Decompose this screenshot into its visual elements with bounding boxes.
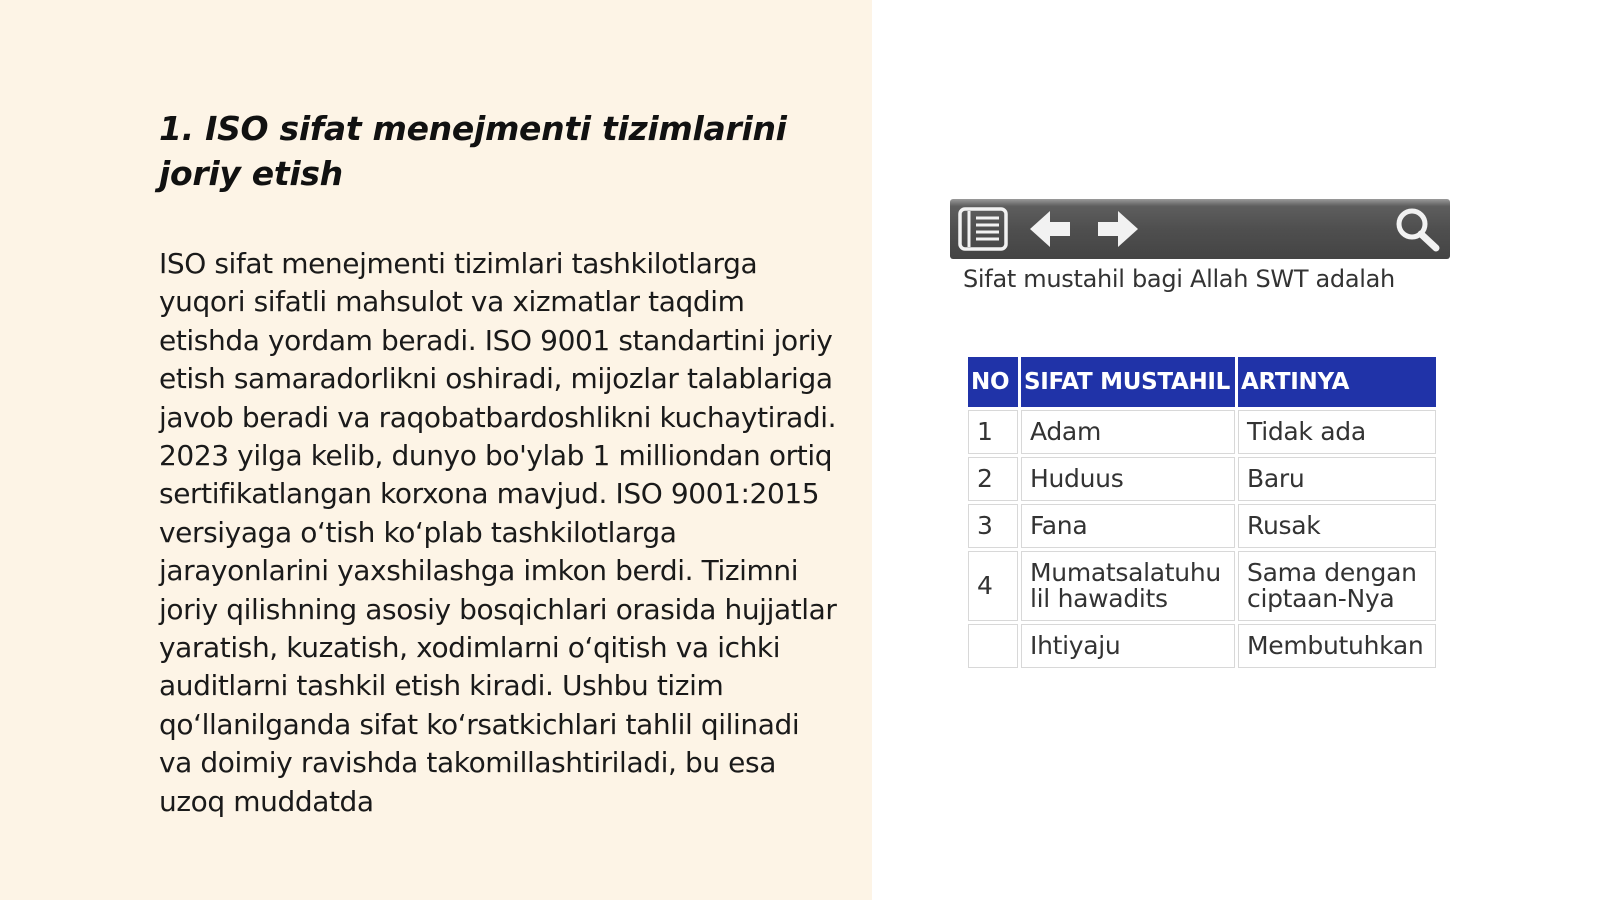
search-icon[interactable] <box>1392 207 1442 251</box>
cell-no: 1 <box>968 410 1018 454</box>
sifat-mustahil-table <box>965 354 1439 671</box>
cell-artinya: Tidak ada <box>1238 410 1436 454</box>
cell-sifat: Fana <box>1021 504 1235 548</box>
cell-artinya: Baru <box>1238 457 1436 501</box>
slide-body-text: ISO sifat menejmenti tizimlari tashkilotlarga yuqori sifatli mahsulot va xizmatlar taqdim etishda yordam beradi. ISO 9001 standartini joriy etish samaradorlikni oshiradi, mijozlar talablariga javob beradi va raqobatbardoshlikni kuchaytiradi. 2023 yilga kelib, dunyo bo'ylab 1 milliondan ortiq sertifikatlangan korxona mavjud. ISO 9001:2015 versiyaga o‘tish ko‘plab tashkilotlarga jarayonlarini yaxshilashga imkon berdi. Tizimni joriy qilishning asosiy bosqichlari orasida hujjatlar yaratish, kuzatish, xodimlarni o‘qitish va ichki auditlarni tashkil etish kiradi. Ushbu tizim qo‘llanilganda sifat ko‘rsatkichlari tahlil qilinadi va doimiy ravishda takomillashtiriladi, bu esa uzoq muddatda <box>159 247 837 818</box>
cell-no: 4 <box>968 551 1018 621</box>
table-row <box>968 551 1436 621</box>
cell-no: 3 <box>968 504 1018 548</box>
cell-sifat: Adam <box>1021 410 1235 454</box>
cell-artinya: Membutuhkan <box>1238 624 1436 668</box>
embedded-screenshot <box>950 199 1450 660</box>
table-row <box>968 410 1436 454</box>
header-sifat-mustahil: SIFAT MUSTAHIL <box>1021 357 1235 407</box>
menu-icon[interactable] <box>956 207 1010 251</box>
header-no: NO <box>968 357 1018 407</box>
cell-sifat: Ihtiyaju <box>1021 624 1235 668</box>
cell-artinya: Rusak <box>1238 504 1436 548</box>
header-artinya: ARTINYA <box>1238 357 1436 407</box>
table-header-row <box>968 357 1436 407</box>
cell-no: 2 <box>968 457 1018 501</box>
embed-caption: Sifat mustahil bagi Allah SWT adalah <box>963 265 1395 293</box>
table-row <box>968 457 1436 501</box>
cell-artinya: Sama dengan ciptaan-Nya <box>1238 551 1436 621</box>
app-toolbar <box>950 199 1450 259</box>
cell-no <box>968 624 1018 668</box>
table-row <box>968 504 1436 548</box>
cell-sifat: Huduus <box>1021 457 1235 501</box>
table-row <box>968 624 1436 668</box>
forward-arrow-icon[interactable] <box>1094 207 1140 251</box>
back-arrow-icon[interactable] <box>1028 207 1074 251</box>
slide-title: 1. ISO sifat menejmenti tizimlarini joriy etish <box>159 109 787 193</box>
cell-sifat: Mumatsalatuhu lil hawadits <box>1021 551 1235 621</box>
